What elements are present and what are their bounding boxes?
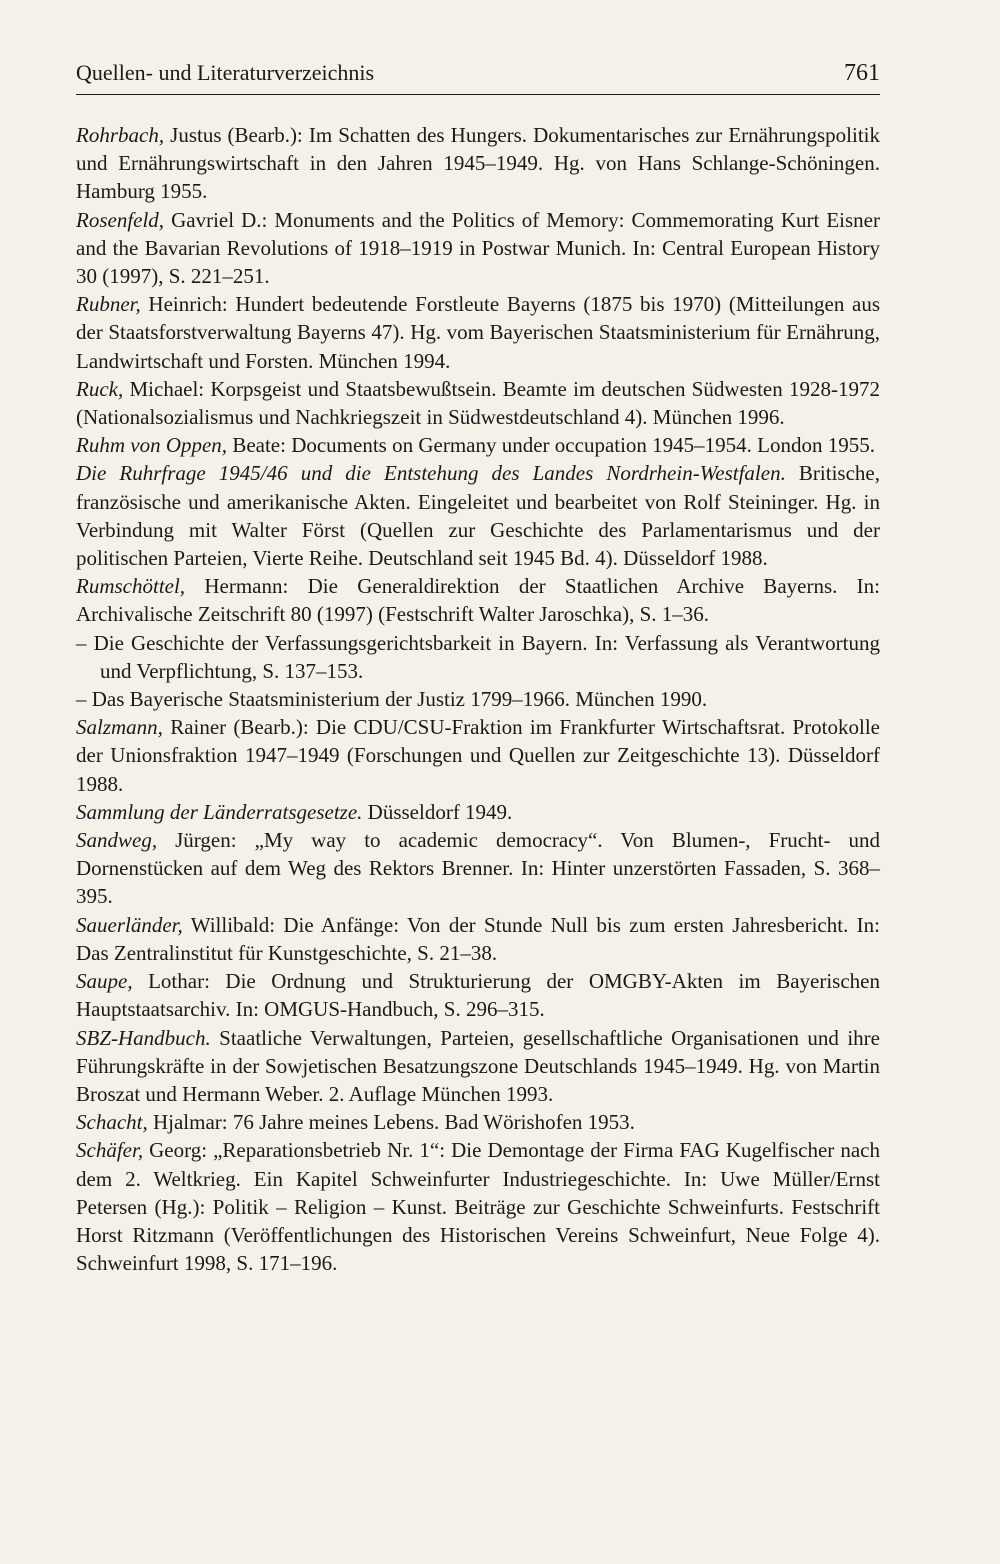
- entry-text: Justus (Bearb.): Im Schatten des Hungers. Dokumentarisches zur Ernährungspolitik und Ernährungswirtschaft in den Jahren 1945–1949. Hg. von Hans Schlange-Schöningen. Hamburg 1955.: [76, 123, 880, 204]
- entry-author: Sandweg,: [76, 828, 158, 853]
- bibliography-entry-continuation: [76, 685, 880, 713]
- entry-author: SBZ-Handbuch.: [76, 1025, 211, 1050]
- entry-text: Gavriel D.: Monuments and the Politics of Memory: Commemorating Kurt Eisner and the Bavarian Revolutions of 1918–1919 in Postwar Munich. In: Central European History 30 (1997), S. 221–251.: [76, 207, 880, 289]
- book-page: [76, 58, 880, 1277]
- entry-author: Schacht,: [76, 1110, 148, 1135]
- entry-text: Britische, französische und amerikanische Akten. Eingeleitet und bearbeitet von Rolf Steininger. Hg. in Verbindung mit Walter Först (Quellen zur Geschichte des Parlamentarismus und der politischen Parteien, Vierte Reihe. Deutschland seit 1945 Bd. 4). Düsseldorf 1988.: [76, 461, 880, 571]
- entry-author: Sauerländer,: [76, 912, 183, 937]
- entry-author: Rosenfeld,: [76, 207, 165, 232]
- entry-text: Hermann: Die Generaldirektion der Staatlichen Archive Bayerns. In: Archivalische Zeitschrift 80 (1997) (Festschrift Walter Jaroschka), S. 1–36.: [76, 574, 880, 627]
- entry-author: Ruck,: [76, 376, 124, 401]
- entry-author: Rohrbach,: [76, 123, 165, 147]
- bibliography-entry: [76, 459, 880, 572]
- entry-author: Salzmann,: [76, 715, 163, 740]
- entry-text: Willibald: Die Anfänge: Von der Stunde Null bis zum ersten Jahresbericht. In: Das Zentralinstitut für Kunstgeschichte, S. 21–38.: [76, 912, 880, 965]
- entry-text: Georg: „Reparationsbetrieb Nr. 1“: Die Demontage der Firma FAG Kugelfischer nach dem 2. Weltkrieg. Ein Kapitel Schweinfurter Industriegeschichte. In: Uwe Müller/Ernst Petersen (Hg.): Politik – Religion – Kunst. Beiträge zur Geschichte Schweinfurts. Festschrift Horst Ritzmann (Veröffentlichungen des Historischen Vereins Schweinfurt, Neue Folge 4). Schweinfurt 1998, S. 171–196.: [76, 1138, 880, 1276]
- bibliography-entry: [76, 1136, 880, 1277]
- entry-author: Die Ruhrfrage 1945/46 und die Entstehung des Landes Nordrhein-Westfalen.: [76, 461, 786, 486]
- bibliography-entry: [76, 431, 880, 459]
- entry-author: Sammlung der Länderratsgesetze.: [76, 799, 363, 824]
- bibliography-entry: [76, 798, 880, 826]
- entry-text: Düsseldorf 1949.: [362, 799, 513, 824]
- entry-text: Michael: Korpsgeist und Staatsbewußtsein. Beamte im deutschen Südwesten 1928-1972 (Nationalsozialismus und Nachkriegszeit in Südwestdeutschland 4). München 1996.: [76, 376, 880, 430]
- bibliography-entry: [76, 826, 880, 911]
- bibliography-list: [76, 121, 880, 1277]
- entry-text: – Das Bayerische Staatsministerium der Justiz 1799–1966. München 1990.: [76, 687, 708, 712]
- entry-text: Heinrich: Hundert bedeutende Forstleute Bayerns (1875 bis 1970) (Mitteilungen aus der Staatsforstverwaltung Bayerns 47). Hg. vom Bayerischen Staatsministerium für Ernährung, Landwirtschaft und Forsten. München 1994.: [76, 292, 880, 373]
- running-title: Quellen- und Literaturverzeichnis: [76, 60, 375, 85]
- bibliography-entry: [76, 121, 880, 206]
- entry-author: Saupe,: [76, 969, 133, 994]
- entry-text: Jürgen: „My way to academic democracy“. Von Blumen-, Frucht- und Dornenstücken auf dem Weg des Rektors Brenner. In: Hinter unzerstörten Fassaden, S. 368–395.: [76, 828, 880, 909]
- running-header: [76, 58, 880, 95]
- entry-author: Ruhm von Oppen,: [76, 433, 228, 458]
- bibliography-entry: [76, 1108, 880, 1136]
- entry-text: Beate: Documents on Germany under occupation 1945–1954. London 1955.: [227, 433, 876, 458]
- entry-text: – Die Geschichte der Verfassungsgerichtsbarkeit in Bayern. In: Verfassung als Verantwortung und Verpflichtung, S. 137–153.: [76, 630, 880, 683]
- entry-text: Hjalmar: 76 Jahre meines Lebens. Bad Wörishofen 1953.: [147, 1110, 635, 1135]
- page-number: 761: [844, 60, 880, 86]
- bibliography-entry: [76, 206, 880, 291]
- entry-text: Rainer (Bearb.): Die CDU/CSU-Fraktion im Frankfurter Wirtschaftsrat. Protokolle der Unionsfraktion 1947–1949 (Forschungen und Quellen zur Zeitgeschichte 13). Düsseldorf 1988.: [76, 715, 880, 796]
- entry-author: Schäfer,: [76, 1138, 144, 1163]
- bibliography-entry: [76, 713, 880, 798]
- bibliography-entry: [76, 290, 880, 375]
- bibliography-entry: [76, 375, 880, 431]
- bibliography-entry: [76, 911, 880, 967]
- entry-text: Staatliche Verwaltungen, Parteien, gesellschaftliche Organisationen und ihre Führungskräfte in der Sowjetischen Besatzungszone Deutschlands 1945–1949. Hg. von Martin Broszat und Hermann Weber. 2. Auflage München 1993.: [76, 1025, 880, 1106]
- entry-author: Rubner,: [76, 292, 141, 317]
- entry-author: Rumschöttel,: [76, 574, 186, 599]
- bibliography-entry-continuation: [76, 629, 880, 685]
- entry-text: Lothar: Die Ordnung und Strukturierung der OMGBY-Akten im Bayerischen Hauptstaatsarchiv. In: OMGUS-Handbuch, S. 296–315.: [76, 969, 880, 1022]
- bibliography-entry: [76, 572, 880, 628]
- bibliography-entry: [76, 967, 880, 1023]
- bibliography-entry: [76, 1024, 880, 1109]
